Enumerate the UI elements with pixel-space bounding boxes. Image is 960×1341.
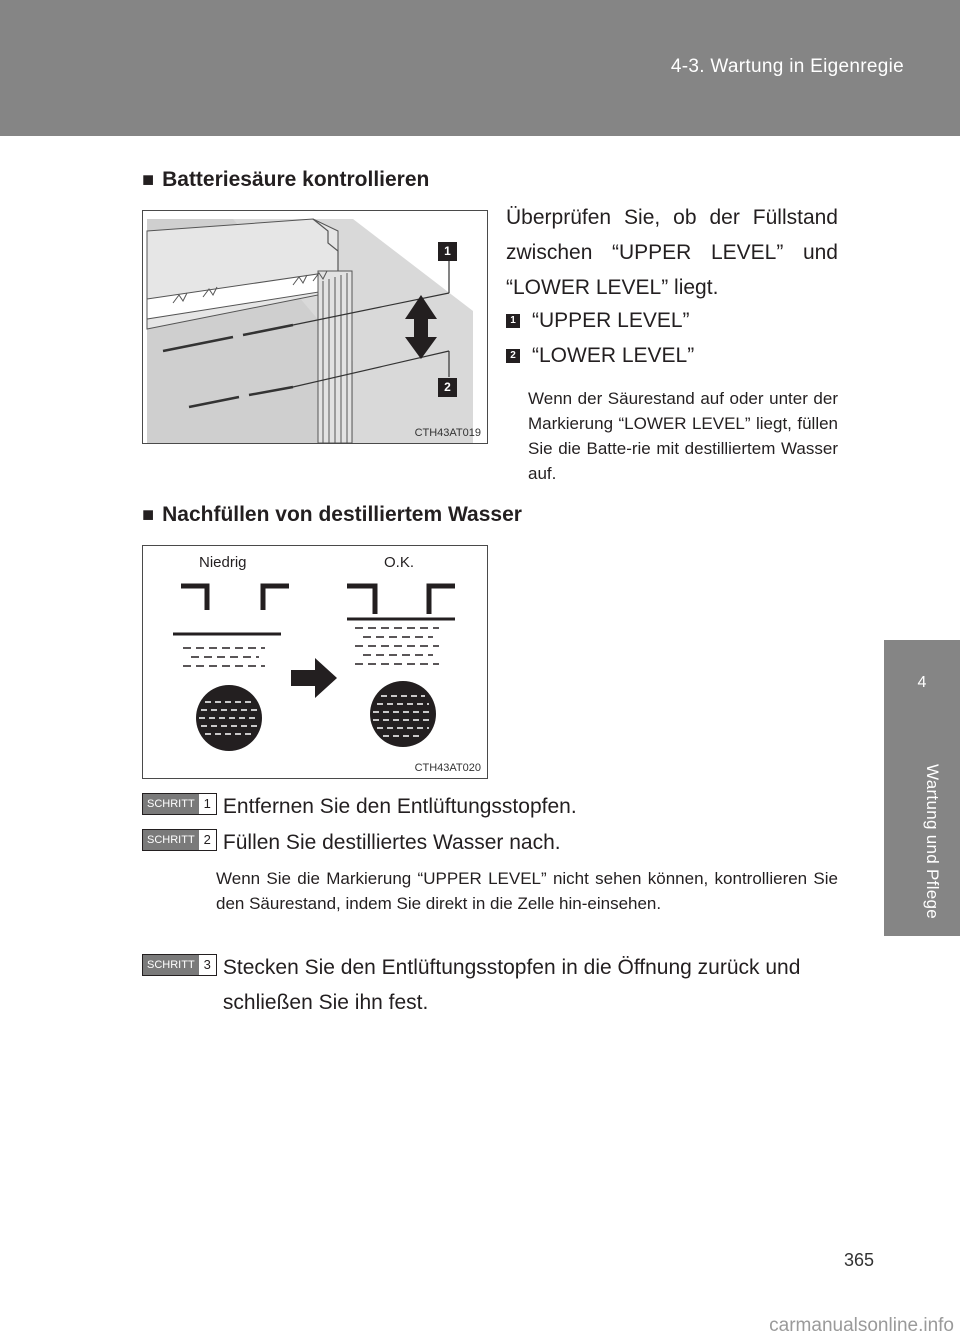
step2-note: Wenn Sie die Markierung “UPPER LEVEL” nicht sehen können, kontrollieren Sie den Säurestand, indem Sie direkt in die Zelle hin-einsehen. [216,869,838,913]
chapter-title: Wartung und Pflege [923,764,942,920]
refill-figure [142,545,488,779]
step-badge-3: SCHRITT 3 [142,954,217,976]
legend-lower [506,344,694,368]
figure-code: CTH43AT019 [414,427,481,439]
callout-1: 1 [438,242,457,261]
heading-battery-acid [142,168,429,192]
refill-illustration [143,546,487,778]
label-ok: O.K. [384,554,415,571]
chapter-tab [884,640,960,936]
heading-text: Batteriesäure kontrollieren [162,168,430,191]
step-3 [142,950,838,1020]
watermark: carmanualsonline.info [769,1315,954,1336]
chapter-number: 4 [917,674,927,691]
label-low: Niedrig [199,554,247,571]
step-2 [142,825,561,860]
heading-text-2: Nachfüllen von destilliertem Wasser [162,503,522,526]
heading-marker: ■ [142,169,155,191]
legend-text-lower: “LOWER LEVEL” [532,344,695,367]
step-badge-2: SCHRITT 2 [142,829,217,851]
figure-code-2: CTH43AT020 [414,762,481,774]
battery-illustration [143,211,487,443]
heading-refill [142,503,522,527]
battery-level-figure [142,210,488,444]
level-note: Wenn der Säurestand auf oder unter der Markierung “LOWER LEVEL” liegt, füllen Sie die Batte-rie mit destilliertem Wasser auf. [528,389,838,483]
heading-marker-2: ■ [142,504,155,526]
step-text-2: Füllen Sie destilliertes Wasser nach. [222,831,561,854]
legend-upper [506,309,690,333]
legend-badge-1: 1 [506,314,520,328]
step-badge-1: SCHRITT 1 [142,793,217,815]
intro-text: Überprüfen Sie, ob der Füllstand zwischen “UPPER LEVEL” und “LOWER LEVEL” liegt. [506,206,838,299]
legend-text-upper: “UPPER LEVEL” [532,309,690,332]
section-title: 4-3. Wartung in Eigenregie [670,56,904,77]
callout-2: 2 [438,378,457,397]
legend-badge-2: 2 [506,349,520,363]
step-1 [142,789,577,824]
page-number: 365 [843,1250,874,1270]
step-text-3: Stecken Sie den Entlüftungsstopfen in die Öffnung zurück und schließen Sie ihn fest. [222,956,801,1014]
page-header [0,0,960,136]
step-text-1: Entfernen Sie den Entlüftungsstopfen. [222,795,577,818]
